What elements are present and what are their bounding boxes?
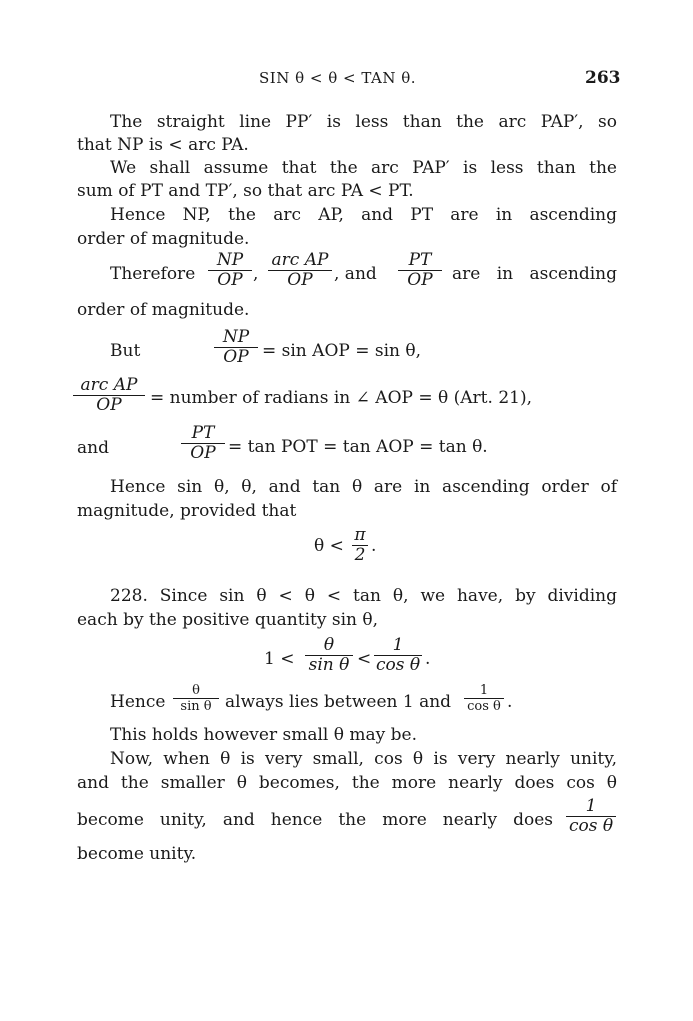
- fraction-theta-sin-2: [173, 684, 219, 713]
- condition-end: .: [371, 536, 377, 556]
- text-line-12: each by the positive quantity sin θ,: [77, 610, 378, 630]
- text-line-9: Hence sin θ, θ, and tan θ are in ascending order of: [110, 477, 617, 497]
- fraction-denominator: cos θ: [375, 655, 421, 675]
- fraction-numerator: PT: [408, 250, 432, 270]
- fraction-numerator: 1: [585, 796, 597, 816]
- fraction-numerator: π: [354, 525, 366, 545]
- fraction-numerator: θ: [192, 683, 200, 698]
- fraction-one-cos-2: [464, 684, 504, 713]
- fraction-one-cos-3: [566, 798, 616, 835]
- text-line-13: This holds however small θ may be.: [110, 725, 417, 745]
- text-line-2: that NP is < arc PA.: [77, 135, 249, 155]
- hence2-lead: Hence: [110, 692, 166, 712]
- fraction-pt-op: [398, 252, 442, 289]
- fraction-pi-2: [352, 527, 368, 564]
- fraction-denominator: 2: [354, 545, 366, 565]
- fraction-np-op: [208, 252, 252, 289]
- fraction-theta-sin: [305, 637, 353, 674]
- hence2-mid: always lies between 1 and: [225, 692, 452, 712]
- fraction-denominator: sin θ: [180, 699, 212, 714]
- text-line-15: and the smaller θ becomes, the more nearly does cos θ: [77, 773, 617, 793]
- and-rhs: = tan POT = tan AOP = tan θ.: [228, 437, 488, 457]
- condition-lhs: θ <: [314, 536, 344, 556]
- therefore-tail: are in ascending: [452, 264, 617, 284]
- arc-rhs: = number of radians in ∠ AOP = θ (Art. 21),: [150, 388, 532, 408]
- text-line-11: 228. Since sin θ < θ < tan θ, we have, by dividing: [110, 586, 617, 606]
- but-rhs: = sin AOP = sin θ,: [262, 341, 422, 361]
- inequality-end: .: [425, 649, 431, 669]
- text-line-16: become unity, and hence the more nearly does: [77, 810, 553, 830]
- fraction-denominator: OP: [223, 347, 249, 367]
- fraction-numerator: NP: [222, 327, 250, 347]
- fraction-denominator: OP: [407, 270, 433, 290]
- page-number: 263: [585, 68, 621, 88]
- therefore-lead: Therefore: [110, 264, 196, 284]
- comma-and: , and: [334, 264, 377, 284]
- fraction-denominator: OP: [287, 270, 313, 290]
- fraction-denominator: cos θ: [467, 699, 501, 714]
- inequality-lhs: 1 <: [264, 649, 295, 669]
- but-label: But: [110, 341, 141, 361]
- hence2-end: .: [507, 692, 513, 712]
- text-line-17: become unity.: [77, 844, 197, 864]
- fraction-numerator: 1: [479, 683, 489, 698]
- fraction-pt-op-2: [181, 425, 225, 462]
- comma-1: ,: [253, 264, 259, 284]
- text-line-1: The straight line PP′ is less than the arc PAP′, so: [110, 112, 617, 132]
- fraction-denominator: sin θ: [308, 655, 350, 675]
- fraction-numerator: 1: [392, 635, 404, 655]
- and-label: and: [77, 438, 109, 458]
- fraction-arcap-op: [268, 252, 332, 289]
- text-line-10: magnitude, provided that: [77, 501, 297, 521]
- fraction-denominator: OP: [217, 270, 243, 290]
- text-line-5: Hence NP, the arc AP, and PT are in ascending: [110, 205, 617, 225]
- fraction-numerator: arc AP: [271, 250, 329, 270]
- fraction-arcap-op-2: [73, 377, 145, 414]
- fraction-np-op-2: [214, 329, 258, 366]
- fraction-numerator: θ: [323, 635, 335, 655]
- text-line-4: sum of PT and TP′, so that arc PA < PT.: [77, 181, 414, 201]
- text-line-8: order of magnitude.: [77, 300, 250, 320]
- fraction-denominator: OP: [96, 395, 122, 415]
- fraction-one-cos: [374, 637, 422, 674]
- fraction-numerator: arc AP: [80, 375, 138, 395]
- fraction-numerator: NP: [216, 250, 244, 270]
- running-head: SIN θ < θ < TAN θ.: [259, 69, 417, 87]
- text-line-3: We shall assume that the arc PAP′ is less than the: [110, 158, 617, 178]
- inequality-lt: <: [357, 649, 372, 669]
- text-line-14: Now, when θ is very small, cos θ is very nearly unity,: [110, 749, 617, 769]
- text-line-6: order of magnitude.: [77, 229, 250, 249]
- fraction-denominator: OP: [190, 443, 216, 463]
- fraction-denominator: cos θ: [568, 816, 614, 836]
- fraction-numerator: PT: [191, 423, 215, 443]
